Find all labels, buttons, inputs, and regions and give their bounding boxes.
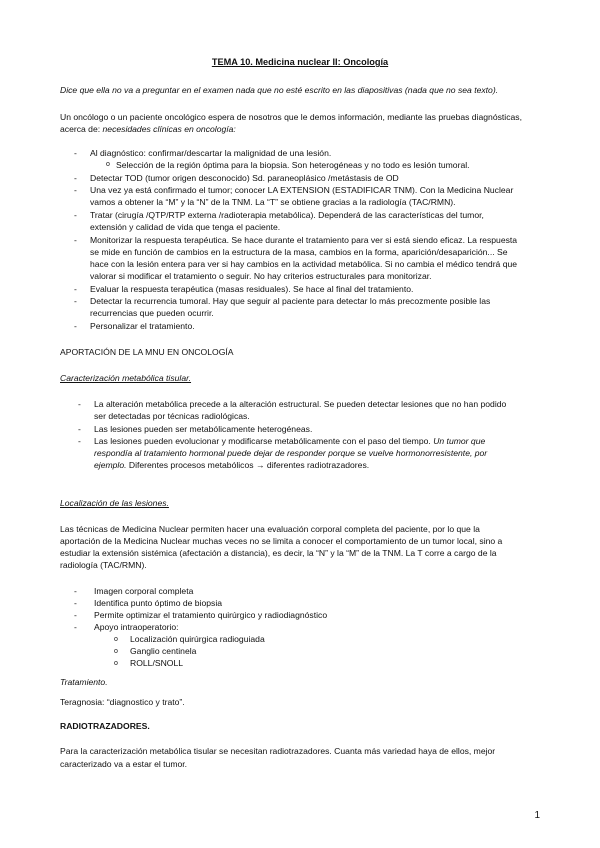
subheading-treatment: Tratamiento. bbox=[60, 677, 108, 687]
list-item: Detectar la recurrencia tumoral. Hay que seguir al paciente para detectar lo más precozmente posible las bbox=[90, 296, 491, 306]
list-item: Personalizar el tratamiento. bbox=[90, 321, 195, 331]
list-item: Una vez ya está confirmado el tumor; conocer LA EXTENSION (ESTADIFICAR TNM). Con la Medicina Nuclear bbox=[90, 185, 514, 195]
list-item-text-end: Diferentes procesos metabólicos → diferentes radiotrazadores. bbox=[126, 460, 370, 470]
list-bullet: - bbox=[74, 598, 77, 608]
list-item: Imagen corporal completa bbox=[94, 586, 194, 596]
list-item-cont: extensión y calidad de vida que tenga el paciente. bbox=[90, 222, 281, 232]
page-title: TEMA 10. Medicina nuclear II: Oncología bbox=[211, 57, 389, 67]
paragraph-line: radiología (TAC/RMN). bbox=[60, 560, 147, 570]
list-bullet: - bbox=[74, 586, 77, 596]
list-bullet: - bbox=[74, 610, 77, 620]
paragraph-line: aportación de la Medicina Nuclear muchas veces no se limita a conocer el comportamiento de un tumor local, sino a bbox=[60, 536, 503, 546]
list-bullet: - bbox=[74, 235, 77, 245]
clinical-needs-heading: necesidades clínicas en oncología: bbox=[102, 124, 236, 134]
page-number: 1 bbox=[534, 810, 540, 821]
list-item: Al diagnóstico: confirmar/descartar la malignidad de una lesión. bbox=[90, 148, 332, 158]
list-item-cont: vamos a obtener la “M” y la “N” de la TNM. La “T” se obtiene gracias a la radiología (TAC/RMN). bbox=[90, 197, 456, 207]
list-item: Tratar (cirugía /QTP/RTP externa /radioterapia metabólica). Dependerá de las características del tumor, bbox=[90, 210, 484, 220]
list-bullet: - bbox=[74, 173, 77, 183]
list-bullet: - bbox=[74, 148, 77, 158]
list-item: Permite optimizar el tratamiento quirúrgico y radiodiagnóstico bbox=[94, 610, 328, 620]
intro-lead: acerca de: bbox=[60, 124, 103, 134]
list-item: Apoyo intraoperatorio: bbox=[94, 622, 179, 632]
list-bullet: - bbox=[74, 321, 77, 331]
intro-line-2 bbox=[60, 123, 550, 135]
list-item-cont: ser detectadas por técnicas radiológicas. bbox=[94, 411, 250, 421]
list-bullet: - bbox=[74, 210, 77, 220]
list-bullet: - bbox=[74, 622, 77, 632]
sub-bullet: o bbox=[114, 636, 118, 643]
subheading-metabolic: Caracterización metabólica tisular. bbox=[60, 373, 192, 383]
exam-note: Dice que ella no va a preguntar en el examen nada que no esté escrito en las diapositivas (nada que no sea texto). bbox=[60, 85, 499, 95]
paragraph-line: caracterizado va a estar el tumor. bbox=[60, 759, 188, 769]
list-item: Identifica punto óptimo de biopsia bbox=[94, 598, 223, 608]
paragraph-line: Las técnicas de Medicina Nuclear permiten hacer una evaluación corporal completa del paciente, por lo que la bbox=[60, 524, 480, 534]
sub-list-item: ROLL/SNOLL bbox=[130, 658, 184, 668]
sub-bullet: o bbox=[114, 648, 118, 655]
list-item-cont: se mide en función de cambios en la estructura de la masa, cambios en la forma, aparición/desaparición... Se bbox=[90, 247, 508, 257]
sub-bullet: o bbox=[114, 660, 118, 667]
teragnosis-line: Teragnosia: “diagnostico y trato”. bbox=[60, 697, 185, 707]
list-item-example-end: ejemplo. bbox=[94, 460, 127, 470]
list-bullet: - bbox=[78, 424, 81, 434]
list-item: Evaluar la respuesta terapéutica (masas residuales). Se hace al final del tratamiento. bbox=[90, 284, 414, 294]
intro-line-1: Un oncólogo o un paciente oncológico espera de nosotros que le demos información, mediante las pruebas diagnósticas, bbox=[60, 112, 522, 122]
list-item: Monitorizar la respuesta terapéutica. Se hace durante el tratamiento para ver si está siendo eficaz. La respuesta bbox=[90, 235, 518, 245]
list-item: Las lesiones pueden ser metabólicamente heterogéneas. bbox=[94, 424, 313, 434]
list-item: Detectar TOD (tumor origen desconocido) Sd. paraneoplásico /metástasis de OD bbox=[90, 173, 399, 183]
list-item-text: Las lesiones pueden evolucionar y modificarse metabólicamente con el paso del tiempo. bbox=[94, 436, 434, 446]
list-item-cont: respondía al tratamiento hormonal puede dejar de responder porque se vuelve hormonorresistente, por bbox=[94, 448, 488, 458]
list-item-cont: valorar si modificar el tratamiento o seguir. No hay criterios estructurales para monitorizar. bbox=[90, 271, 432, 281]
section-heading-mnu: APORTACIÓN DE LA MNU EN ONCOLOGÍA bbox=[60, 347, 234, 357]
list-item: Selección de la región óptima para la biopsia. Son heterogéneas y no todo es lesión tumoral. bbox=[116, 160, 470, 170]
list-bullet: - bbox=[74, 296, 77, 306]
sub-list-item: Localización quirúrgica radioguiada bbox=[130, 634, 265, 644]
list-bullet: - bbox=[78, 436, 81, 446]
list-item: La alteración metabólica precede a la alteración estructural. Se pueden detectar lesiones que no han podido bbox=[94, 399, 507, 409]
list-item-cont bbox=[94, 459, 546, 471]
list-item-cont: hace con la lesión entera para ver si hay cambios en la actividad metabólica. Si no cambia el médico tendrá que bbox=[90, 259, 518, 269]
sub-list-item: Ganglio centinela bbox=[130, 646, 197, 656]
list-bullet: - bbox=[78, 399, 81, 409]
subheading-localization: Localización de las lesiones. bbox=[60, 498, 169, 508]
paragraph-line: Para la caracterización metabólica tisular se necesitan radiotrazadores. Cuanta más variedad haya de ellos, mejor bbox=[60, 746, 496, 756]
sub-bullet: o bbox=[106, 161, 110, 168]
list-item-example: Un tumor que bbox=[433, 436, 486, 446]
paragraph-line: estudiar la extensión sistémica (afectación a distancia), es decir, la “N” y la “M” de la TNM. La T corre a cargo de la bbox=[60, 548, 497, 558]
section-heading-radiotracers: RADIOTRAZADORES. bbox=[60, 721, 150, 731]
list-bullet: - bbox=[74, 185, 77, 195]
list-bullet: - bbox=[74, 284, 77, 294]
list-item bbox=[94, 435, 546, 447]
list-item-cont: recurrencias que pueden ocurrir. bbox=[90, 308, 214, 318]
